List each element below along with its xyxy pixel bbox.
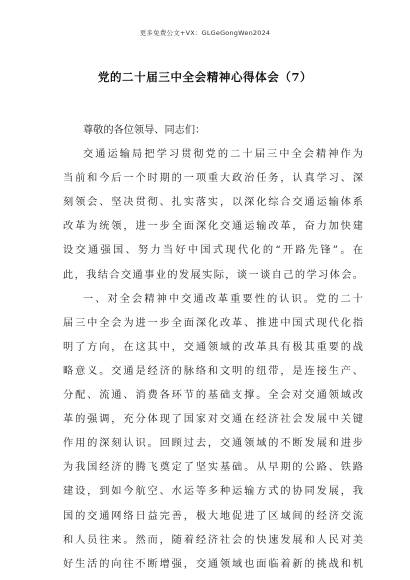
body-line: 一、对全会精神中交通改革重要性的认识。党的二十 (83, 293, 363, 305)
body-line: 作用的深刻认识。回顾过去，交通领域的不断发展和进步 (63, 438, 363, 450)
header-note: 更多免费公文+VX：GLGeGongWen2024 (139, 29, 271, 37)
body-line: 当前和今后一个时期的一项重大政治任务，认真学习、深 (63, 173, 363, 185)
body-line: 分配、流通、消费各环节的基础支撑。全会对交通领域改 (63, 390, 363, 402)
body-line: 建设，到如今航空、水运等多种运输方式的协同发展，我 (63, 486, 363, 498)
body-line: 和人员往来。然而，随着经济社会的快速发展和人民对美 (63, 534, 363, 546)
body-line: 国的交通网络日益完善，极大地促进了区域间的经济交流 (63, 510, 363, 522)
body-line: 明了方向，在这其中，交通领域的改革具有极其重要的战 (63, 341, 363, 353)
body-line: 略意义。交通是经济的脉络和文明的纽带，是连接生产、 (63, 365, 363, 377)
salutation: 尊敬的各位领导、同志们： (83, 125, 206, 136)
body-line: 此，我结合交通事业的发展实际，谈一谈自己的学习体会。 (63, 269, 363, 281)
body-line: 设交通强国、努力当好中国式现代化的“开路先锋”。在 (63, 245, 363, 257)
body-line: 革的强调，充分体现了国家对交通在经济社会发展中关键 (63, 414, 363, 426)
body-line: 交通运输局把学习贯彻党的二十届三中全会精神作为 (83, 149, 363, 161)
body-line: 为我国经济的腾飞奠定了坚实基础。从早期的公路、铁路 (63, 462, 363, 474)
body-line: 届三中全会为进一步全面深化改革、推进中国式现代化指 (63, 317, 363, 329)
body-line: 刻领会、坚决贯彻、扎实落实，以深化综合交通运输体系 (63, 197, 363, 209)
body-line: 改革为统领，进一步全面深化交通运输改革，奋力加快建 (63, 221, 363, 233)
document-title: 党的二十届三中全会精神心得体会（7） (97, 70, 313, 84)
document-body (63, 119, 363, 577)
body-line: 好生活的向往不断增强，交通领域也面临着新的挑战和机 (63, 558, 363, 570)
